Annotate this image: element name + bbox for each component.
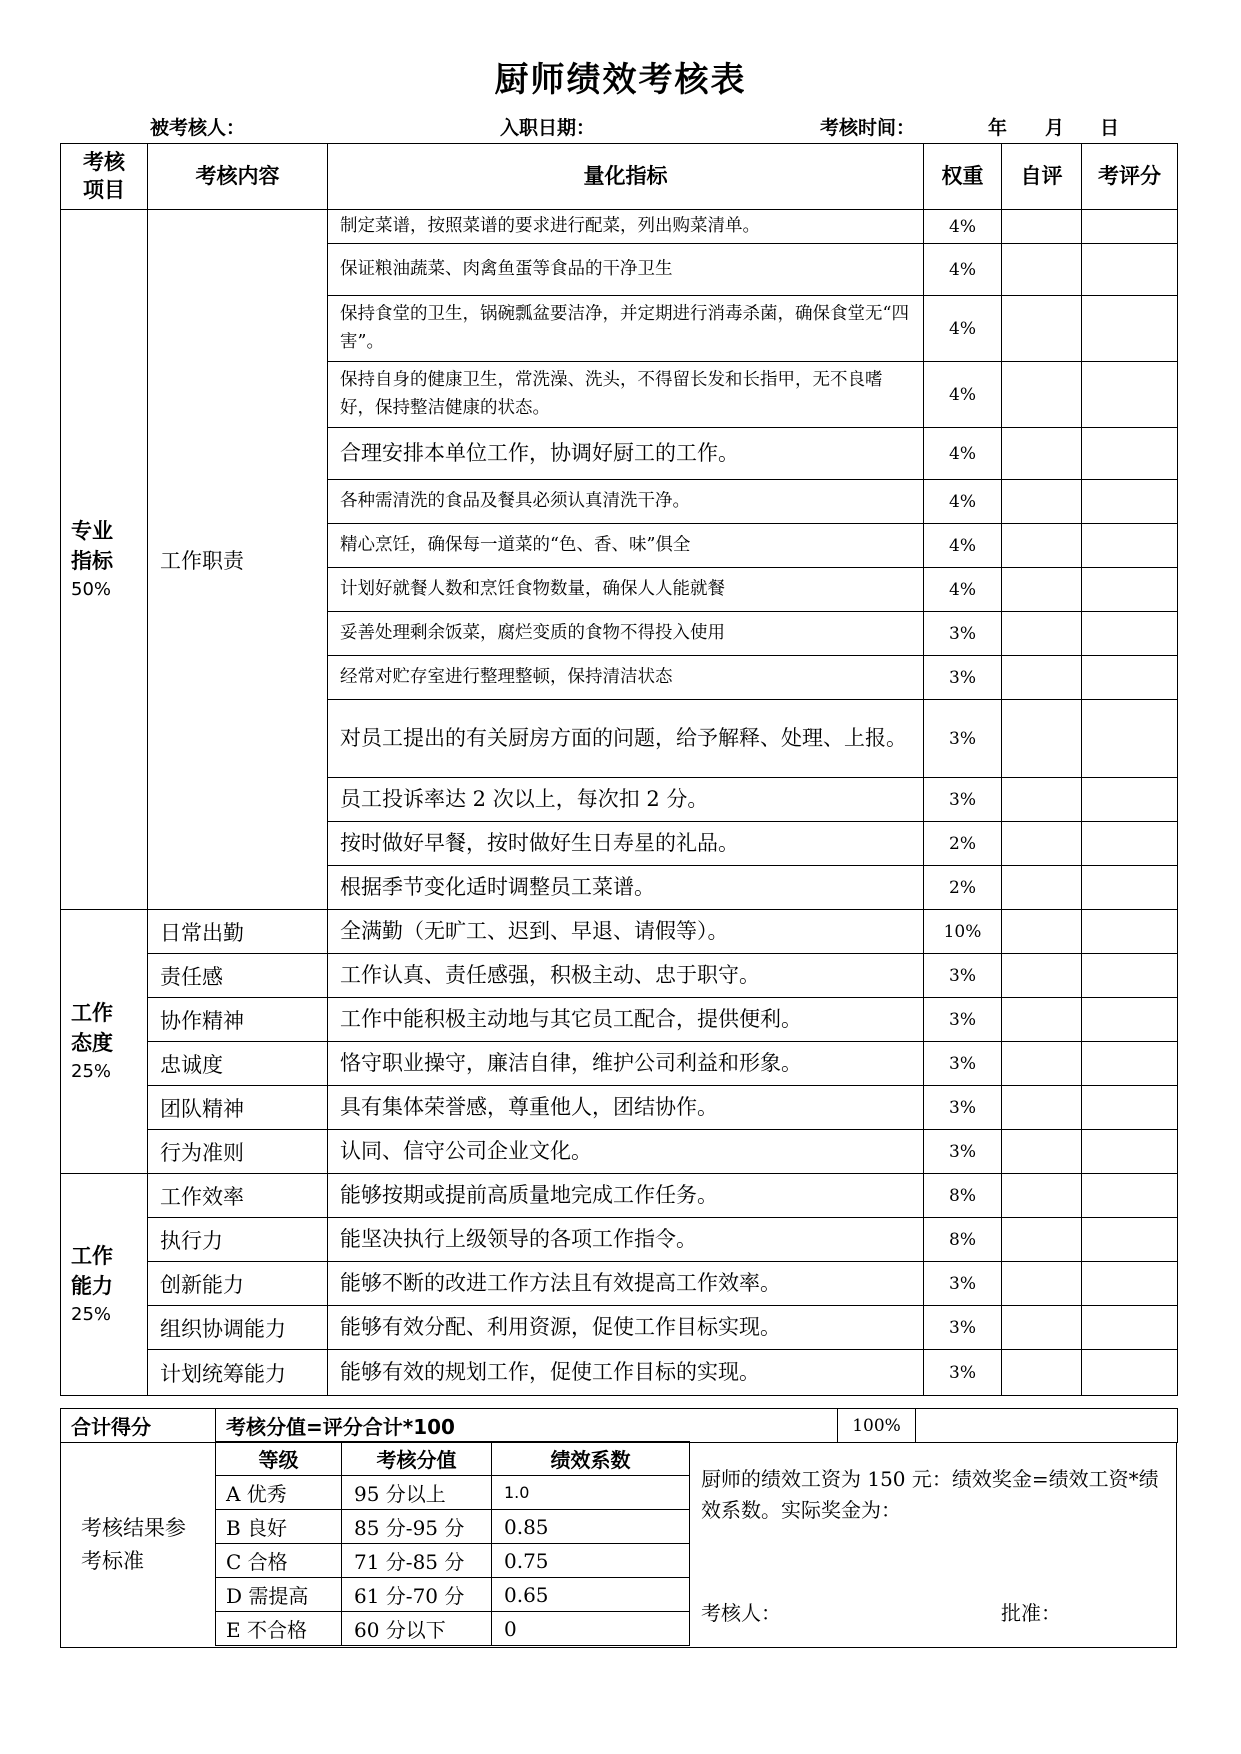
item-label: 行为准则 — [148, 1130, 328, 1174]
score-cell[interactable] — [1082, 1350, 1178, 1396]
header-content: 考核内容 — [148, 144, 328, 210]
score-cell[interactable] — [1082, 822, 1178, 866]
coef-header: 绩效系数 — [492, 1442, 690, 1476]
score-cell[interactable] — [1082, 244, 1178, 296]
header-row — [61, 144, 1178, 210]
item-label: 执行力 — [148, 1218, 328, 1262]
month-label: 月 — [1045, 117, 1065, 139]
total-score-cell[interactable] — [916, 1409, 1178, 1443]
indicator-text: 能够有效分配、利用资源，促使工作目标实现。 — [328, 1306, 924, 1350]
indicator-text: 认同、信守公司企业文化。 — [328, 1130, 924, 1174]
item-label: 组织协调能力 — [148, 1306, 328, 1350]
indicator-text: 保持食堂的卫生，锅碗瓢盆要洁净，并定期进行消毒杀菌，确保食堂无“四害”。 — [328, 296, 924, 362]
grade-coef: 0 — [492, 1612, 690, 1646]
score-cell[interactable] — [1082, 700, 1178, 778]
header-indicator: 量化指标 — [328, 144, 924, 210]
self-score-cell[interactable] — [1002, 656, 1082, 700]
indicator-text: 妥善处理剩余饭菜，腐烂变质的食物不得投入使用 — [328, 612, 924, 656]
weight-value: 3% — [924, 998, 1002, 1042]
indicator-text: 合理安排本单位工作，协调好厨工的工作。 — [328, 428, 924, 480]
indicator-text: 全满勤（无旷工、迟到、早退、请假等）。 — [328, 910, 924, 954]
grade-coef: 0.85 — [492, 1510, 690, 1544]
header-self: 自评 — [1002, 144, 1082, 210]
grade-row — [216, 1510, 690, 1544]
grade-row — [216, 1544, 690, 1578]
indicator-text: 计划好就餐人数和烹饪食物数量，确保人人能就餐 — [328, 568, 924, 612]
score-cell[interactable] — [1082, 1174, 1178, 1218]
header-score: 考评分 — [1082, 144, 1178, 210]
item-duties: 工作职责 — [148, 210, 328, 910]
reference-section — [60, 1442, 1177, 1648]
weight-value: 8% — [924, 1174, 1002, 1218]
self-score-cell[interactable] — [1002, 568, 1082, 612]
grade-coef: 0.75 — [492, 1544, 690, 1578]
self-score-cell[interactable] — [1002, 910, 1082, 954]
day-label: 日 — [1100, 117, 1120, 139]
weight-value: 2% — [924, 866, 1002, 910]
weight-value: 3% — [924, 656, 1002, 700]
indicator-text: 精心烹饪，确保每一道菜的“色、香、味”俱全 — [328, 524, 924, 568]
score-cell[interactable] — [1082, 1262, 1178, 1306]
self-score-cell[interactable] — [1002, 778, 1082, 822]
indicator-text: 能够不断的改进工作方法且有效提高工作效率。 — [328, 1262, 924, 1306]
item-label: 创新能力 — [148, 1262, 328, 1306]
weight-value: 3% — [924, 1306, 1002, 1350]
weight-value: 3% — [924, 1086, 1002, 1130]
self-score-cell[interactable] — [1002, 296, 1082, 362]
score-cell[interactable] — [1082, 210, 1178, 244]
grade-coef: 0.65 — [492, 1578, 690, 1612]
indicator-text: 经常对贮存室进行整理整顿，保持清洁状态 — [328, 656, 924, 700]
score-cell[interactable] — [1082, 568, 1178, 612]
item-label: 计划统筹能力 — [148, 1350, 328, 1396]
grade-header-row — [216, 1442, 690, 1476]
indicator-text: 能够有效的规划工作，促使工作目标的实现。 — [328, 1350, 924, 1396]
indicator-text: 能坚决执行上级领导的各项工作指令。 — [328, 1218, 924, 1262]
weight-value: 3% — [924, 700, 1002, 778]
score-cell[interactable] — [1082, 612, 1178, 656]
weight-value: 3% — [924, 1262, 1002, 1306]
weight-value: 4% — [924, 428, 1002, 480]
self-score-cell[interactable] — [1002, 612, 1082, 656]
weight-value: 4% — [924, 480, 1002, 524]
table-row — [61, 1042, 1178, 1086]
score-cell[interactable] — [1082, 1130, 1178, 1174]
grade-header: 等级 — [216, 1442, 342, 1476]
grade-table — [215, 1441, 690, 1646]
self-score-cell[interactable] — [1002, 1086, 1082, 1130]
score-cell[interactable] — [1082, 998, 1178, 1042]
score-cell[interactable] — [1082, 480, 1178, 524]
weight-value: 3% — [924, 1350, 1002, 1396]
indicator-text: 各种需清洗的食品及餐具必须认真清洗干净。 — [328, 480, 924, 524]
grade-label: A 优秀 — [216, 1476, 342, 1510]
table-row — [61, 1174, 1178, 1218]
self-score-cell[interactable] — [1002, 998, 1082, 1042]
self-score-cell[interactable] — [1002, 1218, 1082, 1262]
self-score-cell[interactable] — [1002, 524, 1082, 568]
weight-value: 10% — [924, 910, 1002, 954]
self-score-cell[interactable] — [1002, 210, 1082, 244]
table-row — [61, 210, 1178, 244]
score-cell[interactable] — [1082, 866, 1178, 910]
table-row — [61, 1306, 1178, 1350]
item-label: 团队精神 — [148, 1086, 328, 1130]
weight-value: 4% — [924, 244, 1002, 296]
indicator-text: 恪守职业操守，廉洁自律，维护公司利益和形象。 — [328, 1042, 924, 1086]
grade-score: 60 分以下 — [342, 1612, 492, 1646]
score-cell[interactable] — [1082, 362, 1178, 428]
weight-value: 3% — [924, 612, 1002, 656]
item-label: 忠诚度 — [148, 1042, 328, 1086]
indicator-text: 根据季节变化适时调整员工菜谱。 — [328, 866, 924, 910]
weight-value: 2% — [924, 822, 1002, 866]
table-row — [61, 1086, 1178, 1130]
assess-time-label: 考核时间： — [820, 117, 916, 139]
assessment-table — [60, 143, 1178, 1396]
score-cell[interactable] — [1082, 1042, 1178, 1086]
self-score-cell[interactable] — [1002, 1042, 1082, 1086]
grade-label: B 良好 — [216, 1510, 342, 1544]
weight-value: 3% — [924, 954, 1002, 998]
table-row — [61, 1130, 1178, 1174]
self-score-cell[interactable] — [1002, 362, 1082, 428]
score-cell[interactable] — [1082, 524, 1178, 568]
category-professional: 专业指标 50% — [61, 210, 148, 910]
total-weight: 100% — [838, 1409, 916, 1443]
total-row — [61, 1409, 1178, 1443]
category-attitude: 工作态度 25% — [61, 910, 148, 1174]
grade-coef: 1.0 — [492, 1476, 690, 1510]
self-score-cell[interactable] — [1002, 1306, 1082, 1350]
self-score-cell[interactable] — [1002, 954, 1082, 998]
score-cell[interactable] — [1082, 954, 1178, 998]
indicator-text: 员工投诉率达 2 次以上，每次扣 2 分。 — [328, 778, 924, 822]
table-row — [61, 1262, 1178, 1306]
score-cell[interactable] — [1082, 1306, 1178, 1350]
table-row — [61, 954, 1178, 998]
grade-label: D 需提高 — [216, 1578, 342, 1612]
table-row — [61, 910, 1178, 954]
item-label: 工作效率 — [148, 1174, 328, 1218]
entry-date-label: 入职日期： — [500, 117, 596, 139]
table-row — [61, 998, 1178, 1042]
page-title: 厨师绩效考核表 — [494, 60, 747, 100]
reference-label: 考核结果参考标准 — [81, 1516, 186, 1573]
indicator-text: 具有集体荣誉感，尊重他人，团结协作。 — [328, 1086, 924, 1130]
grade-score: 71 分-85 分 — [342, 1544, 492, 1578]
weight-value: 8% — [924, 1218, 1002, 1262]
item-label: 协作精神 — [148, 998, 328, 1042]
self-score-cell[interactable] — [1002, 1174, 1082, 1218]
assessor-label: 考核人： — [701, 1601, 781, 1625]
self-score-cell[interactable] — [1002, 700, 1082, 778]
score-cell[interactable] — [1082, 778, 1178, 822]
indicator-text: 对员工提出的有关厨房方面的问题，给予解释、处理、上报。 — [328, 700, 924, 778]
score-cell[interactable] — [1082, 656, 1178, 700]
self-score-cell[interactable] — [1002, 1262, 1082, 1306]
indicator-text: 工作中能积极主动地与其它员工配合，提供便利。 — [328, 998, 924, 1042]
score-cell[interactable] — [1082, 910, 1178, 954]
grade-score: 85 分-95 分 — [342, 1510, 492, 1544]
grade-score: 61 分-70 分 — [342, 1578, 492, 1612]
weight-value: 3% — [924, 778, 1002, 822]
grade-score: 95 分以上 — [342, 1476, 492, 1510]
weight-value: 3% — [924, 1130, 1002, 1174]
self-score-cell[interactable] — [1002, 822, 1082, 866]
item-label: 责任感 — [148, 954, 328, 998]
score-cell[interactable] — [1082, 428, 1178, 480]
indicator-text: 能够按期或提前高质量地完成工作任务。 — [328, 1174, 924, 1218]
grade-row — [216, 1612, 690, 1646]
self-score-cell[interactable] — [1002, 480, 1082, 524]
grade-row — [216, 1476, 690, 1510]
score-cell[interactable] — [1082, 1086, 1178, 1130]
self-score-cell[interactable] — [1002, 428, 1082, 480]
bonus-note: 厨师的绩效工资为 150 元：绩效奖金=绩效工资*绩效系数。实际奖金为： — [701, 1467, 1159, 1522]
item-label: 日常出勤 — [148, 910, 328, 954]
grade-label: C 合格 — [216, 1544, 342, 1578]
weight-value: 3% — [924, 1042, 1002, 1086]
assessee-label: 被考核人： — [150, 117, 246, 139]
total-label: 合计得分 — [61, 1409, 216, 1443]
self-score-cell[interactable] — [1002, 1350, 1082, 1396]
approver-label: 批准： — [1001, 1601, 1061, 1625]
self-score-cell[interactable] — [1002, 866, 1082, 910]
header-weight: 权重 — [924, 144, 1002, 210]
weight-value: 4% — [924, 524, 1002, 568]
weight-value: 4% — [924, 210, 1002, 244]
self-score-cell[interactable] — [1002, 1130, 1082, 1174]
category-ability: 工作能力 25% — [61, 1174, 148, 1396]
table-row — [61, 1218, 1178, 1262]
indicator-text: 按时做好早餐，按时做好生日寿星的礼品。 — [328, 822, 924, 866]
indicator-text: 保证粮油蔬菜、肉禽鱼蛋等食品的干净卫生 — [328, 244, 924, 296]
score-header: 考核分值 — [342, 1442, 492, 1476]
indicator-text: 保持自身的健康卫生，常洗澡、洗头，不得留长发和长指甲，无不良嗜好，保持整洁健康的状态。 — [328, 362, 924, 428]
weight-value: 4% — [924, 296, 1002, 362]
indicator-text: 工作认真、责任感强，积极主动、忠于职守。 — [328, 954, 924, 998]
summary-table — [60, 1408, 1178, 1443]
self-score-cell[interactable] — [1002, 244, 1082, 296]
indicator-text: 制定菜谱，按照菜谱的要求进行配菜，列出购菜清单。 — [328, 210, 924, 244]
weight-value: 4% — [924, 362, 1002, 428]
grade-label: E 不合格 — [216, 1612, 342, 1646]
total-formula: 考核分值=评分合计*100 — [216, 1409, 838, 1443]
grade-row — [216, 1578, 690, 1612]
header-project: 考核项目 — [61, 144, 148, 210]
table-row — [61, 1350, 1178, 1396]
weight-value: 4% — [924, 568, 1002, 612]
year-label: 年 — [988, 117, 1008, 139]
score-cell[interactable] — [1082, 1218, 1178, 1262]
score-cell[interactable] — [1082, 296, 1178, 362]
